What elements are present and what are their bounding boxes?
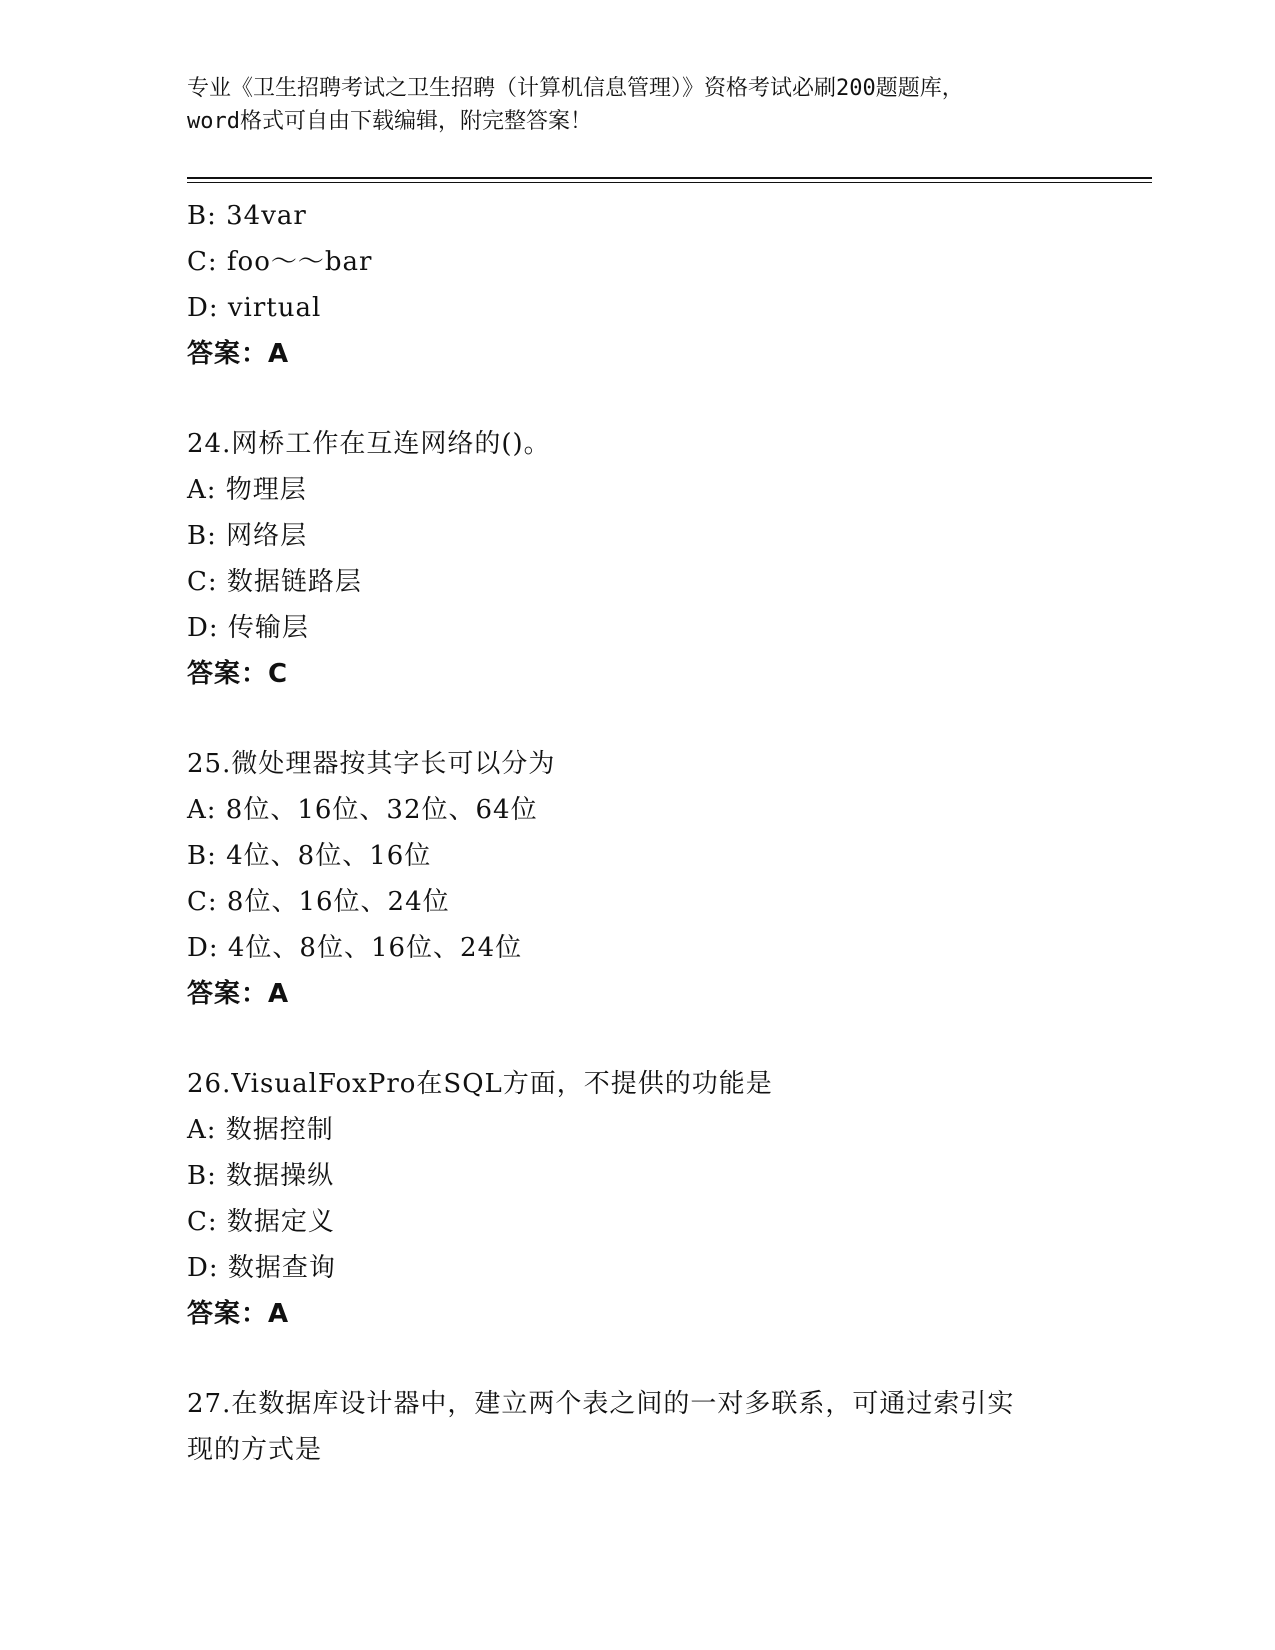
question-25 xyxy=(187,741,1107,1017)
document-header xyxy=(187,72,1087,138)
question-27 xyxy=(187,1381,1107,1473)
question-text: 25.微处理器按其字长可以分为 xyxy=(187,749,556,779)
header-divider-thick xyxy=(187,177,1152,179)
answer: 答案：A xyxy=(187,979,290,1009)
option-b: B: 4位、8位、16位 xyxy=(187,841,432,871)
question-text: 24.网桥工作在互连网络的()。 xyxy=(187,429,551,459)
answer: 答案：C xyxy=(187,659,289,689)
question-23-tail xyxy=(187,193,1107,377)
option-c: C: foo～～bar xyxy=(187,247,373,277)
option-b: B: 数据操纵 xyxy=(187,1161,335,1191)
option-c: C: 数据定义 xyxy=(187,1207,335,1237)
option-b: B: 网络层 xyxy=(187,521,308,551)
option-a: A: 数据控制 xyxy=(187,1115,334,1145)
option-c: C: 8位、16位、24位 xyxy=(187,887,450,917)
question-list xyxy=(187,193,1107,1473)
option-a: A: 8位、16位、32位、64位 xyxy=(187,795,538,825)
header-line-1: 专业《卫生招聘考试之卫生招聘（计算机信息管理）》资格考试必刷200题题库， xyxy=(187,76,964,101)
option-d: D: virtual xyxy=(187,293,322,323)
option-a: A: 物理层 xyxy=(187,475,307,505)
answer: 答案：A xyxy=(187,339,290,369)
option-d: D: 传输层 xyxy=(187,613,309,643)
question-26 xyxy=(187,1061,1107,1337)
question-text-line-2: 现的方式是 xyxy=(187,1435,323,1465)
header-line-2: word格式可自由下载编辑，附完整答案！ xyxy=(187,109,592,134)
option-d: D: 数据查询 xyxy=(187,1253,336,1283)
answer: 答案：A xyxy=(187,1299,290,1329)
question-24 xyxy=(187,421,1107,697)
question-text-line-1: 27.在数据库设计器中，建立两个表之间的一对多联系，可通过索引实 xyxy=(187,1389,1015,1419)
option-b: B: 34var xyxy=(187,201,307,231)
option-d: D: 4位、8位、16位、24位 xyxy=(187,933,523,963)
question-text: 26.VisualFoxPro在SQL方面，不提供的功能是 xyxy=(187,1069,773,1099)
option-c: C: 数据链路层 xyxy=(187,567,362,597)
header-divider-thin xyxy=(187,182,1152,183)
